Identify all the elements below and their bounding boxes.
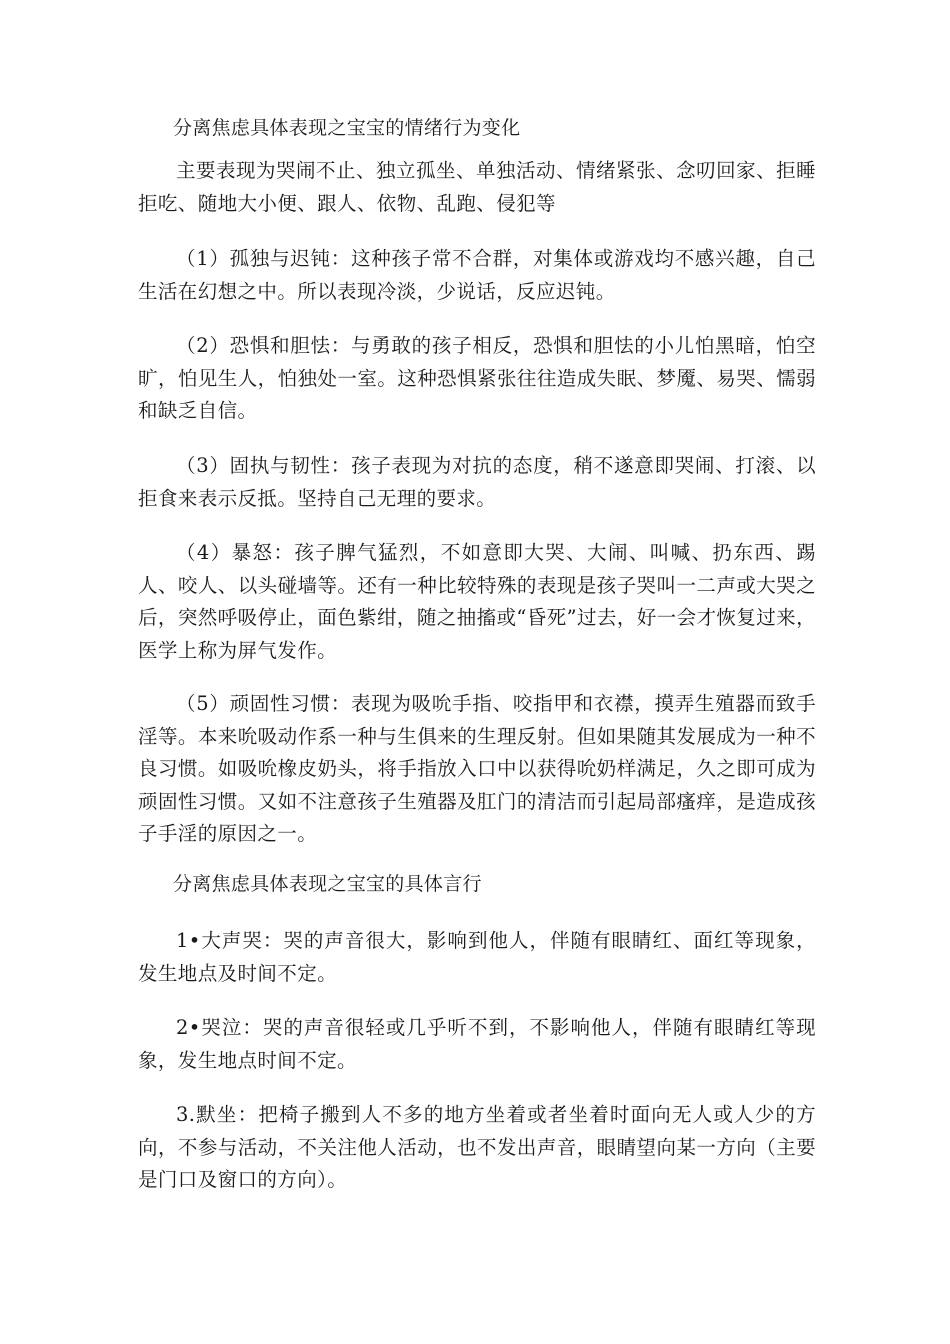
paragraph-fear: （2）恐惧和胆怯：与勇敢的孩子相反，恐惧和胆怯的小儿怕黑暗，怕空旷，怕见生人，怕独处一室。这种恐惧紧张往往造成失眠、梦魇、易哭、懦弱和缺乏自信。: [138, 334, 816, 422]
section-heading-emotional-behavior: 分离焦虑具体表现之宝宝的情绪行为变化: [173, 117, 521, 139]
paragraph-main-symptoms: 主要表现为哭闹不止、独立孤坐、单独活动、情绪紧张、念叨回家、拒睡拒吃、随地大小便、跟人、依物、乱跑、侵犯等: [138, 159, 816, 215]
paragraph-silent-sitting: 3.默坐：把椅子搬到人不多的地方坐着或者坐着时面向无人或人少的方向，不参与活动，不关注他人活动，也不发出声音，眼睛望向某一方向（主要是门口及窗口的方向）。: [138, 1103, 816, 1191]
paragraph-stubbornness: （3）固执与韧性：孩子表现为对抗的态度，稍不遂意即哭闹、打滚、以拒食来表示反抵。坚持自己无理的要求。: [138, 454, 816, 510]
paragraph-loud-crying: 1•大声哭：哭的声音很大，影响到他人，伴随有眼睛红、面红等现象，发生地点及时间不定。: [138, 929, 816, 985]
paragraph-weeping: 2•哭泣：哭的声音很轻或几乎听不到，不影响他人，伴随有眼睛红等现象，发生地点时间不定。: [138, 1016, 816, 1072]
section-heading-specific-behaviors: 分离焦虑具体表现之宝宝的具体言行: [173, 873, 482, 895]
paragraph-habits: （5）顽固性习惯：表现为吸吮手指、咬指甲和衣襟，摸弄生殖器而致手淫等。本来吮吸动作系一种与生俱来的生理反射。但如果随其发展成为一种不良习惯。如吸吮橡皮奶头，将手指放入口中以获得吮奶样满足，久之即可成为顽固性习惯。又如不注意孩子生殖器及肛门的清洁而引起局部瘙痒，是造成孩子手淫的原因之一。: [138, 692, 816, 845]
paragraph-rage: （4）暴怒：孩子脾气猛烈，不如意即大哭、大闹、叫喊、扔东西、踢人、咬人、以头碰墙等。还有一种比较特殊的表现是孩子哭叫一二声或大哭之后，突然呼吸停止，面色紫绀，随之抽搐或“昏死”过去，好一会才恢复过来，医学上称为屏气发作。: [138, 541, 816, 662]
paragraph-loneliness: （1）孤独与迟钝：这种孩子常不合群，对集体或游戏均不感兴趣，自己生活在幻想之中。所以表现冷淡，少说话，反应迟钝。: [138, 247, 816, 303]
